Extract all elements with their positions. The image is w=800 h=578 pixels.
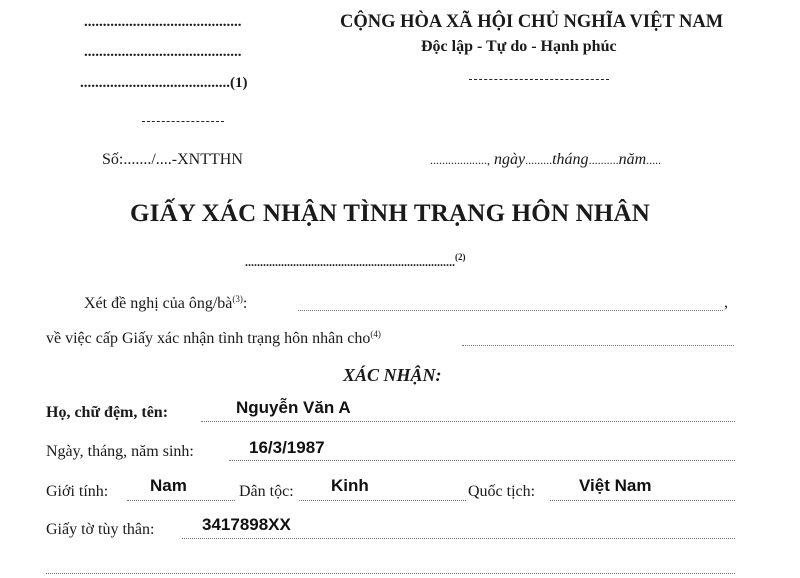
issuer-line bbox=[245, 252, 466, 270]
agency-line-3 bbox=[80, 75, 248, 92]
country-name: CỘNG HÒA XÃ HỘI CHỦ NGHĨA VIỆT NAM bbox=[340, 12, 724, 32]
purpose-label: về việc cấp Giấy xác nhận tình trạng hôn nhân cho bbox=[46, 330, 371, 347]
request-fill-line[interactable] bbox=[298, 309, 723, 311]
request-footnote: (3) bbox=[232, 294, 243, 304]
id-document-value: 3417898XX bbox=[202, 515, 291, 534]
full-name-line[interactable] bbox=[201, 420, 735, 422]
date-line bbox=[430, 151, 661, 169]
agency-footnote: (1) bbox=[230, 75, 248, 91]
date-day-value: ......... bbox=[525, 153, 553, 167]
header-separator bbox=[469, 79, 609, 80]
request-label: Xét đề nghị của ông/bà bbox=[84, 295, 233, 312]
date-year-label: năm bbox=[618, 151, 647, 168]
id-document-continuation-line[interactable] bbox=[46, 572, 735, 574]
purpose-line bbox=[46, 329, 381, 348]
gender-value: Nam bbox=[150, 476, 187, 495]
full-name-value: Nguyễn Văn A bbox=[236, 398, 351, 417]
document-title: GIẤY XÁC NHẬN TÌNH TRẠNG HÔN NHÂN bbox=[130, 200, 651, 227]
nationality-label: Quốc tịch: bbox=[468, 483, 536, 500]
agency-separator bbox=[142, 121, 224, 122]
purpose-footnote: (4) bbox=[370, 329, 381, 339]
date-month-label: tháng bbox=[552, 151, 589, 168]
gender-line[interactable] bbox=[127, 499, 235, 501]
nationality-line[interactable] bbox=[550, 499, 735, 501]
agency-line-3-dots: ........................................ bbox=[80, 75, 230, 91]
request-line bbox=[84, 294, 247, 313]
document-number: Số:......./....-XNTTHN bbox=[102, 151, 243, 168]
nationality-value: Việt Nam bbox=[579, 476, 652, 495]
confirm-heading: XÁC NHẬN: bbox=[343, 365, 442, 385]
agency-line-2: .......................................... bbox=[84, 44, 242, 60]
issuer-footnote: (2) bbox=[455, 252, 466, 262]
issuer-dots: ...................................................................... bbox=[245, 255, 455, 269]
ethnicity-value: Kinh bbox=[331, 476, 369, 495]
request-end: , bbox=[724, 294, 728, 311]
birth-date-line[interactable] bbox=[229, 459, 735, 461]
date-year-value: ..... bbox=[646, 153, 662, 167]
full-name-label: Họ, chữ đệm, tên: bbox=[46, 404, 169, 421]
id-document-label: Giấy tờ tùy thân: bbox=[46, 521, 155, 538]
birth-date-value: 16/3/1987 bbox=[249, 438, 325, 457]
request-suffix: : bbox=[242, 295, 248, 312]
id-document-line[interactable] bbox=[182, 537, 735, 539]
date-day-label: ngày bbox=[494, 151, 526, 168]
gender-label: Giới tính: bbox=[46, 483, 109, 500]
ethnicity-label: Dân tộc: bbox=[239, 483, 294, 500]
birth-date-label: Ngày, tháng, năm sinh: bbox=[46, 443, 194, 460]
national-motto: Độc lập - Tự do - Hạnh phúc bbox=[421, 38, 617, 55]
ethnicity-line[interactable] bbox=[299, 499, 466, 501]
agency-line-1: .......................................... bbox=[84, 14, 242, 30]
purpose-fill-line[interactable] bbox=[462, 344, 734, 346]
date-month-value: .......... bbox=[588, 153, 619, 167]
date-place: ..................., bbox=[430, 153, 490, 167]
